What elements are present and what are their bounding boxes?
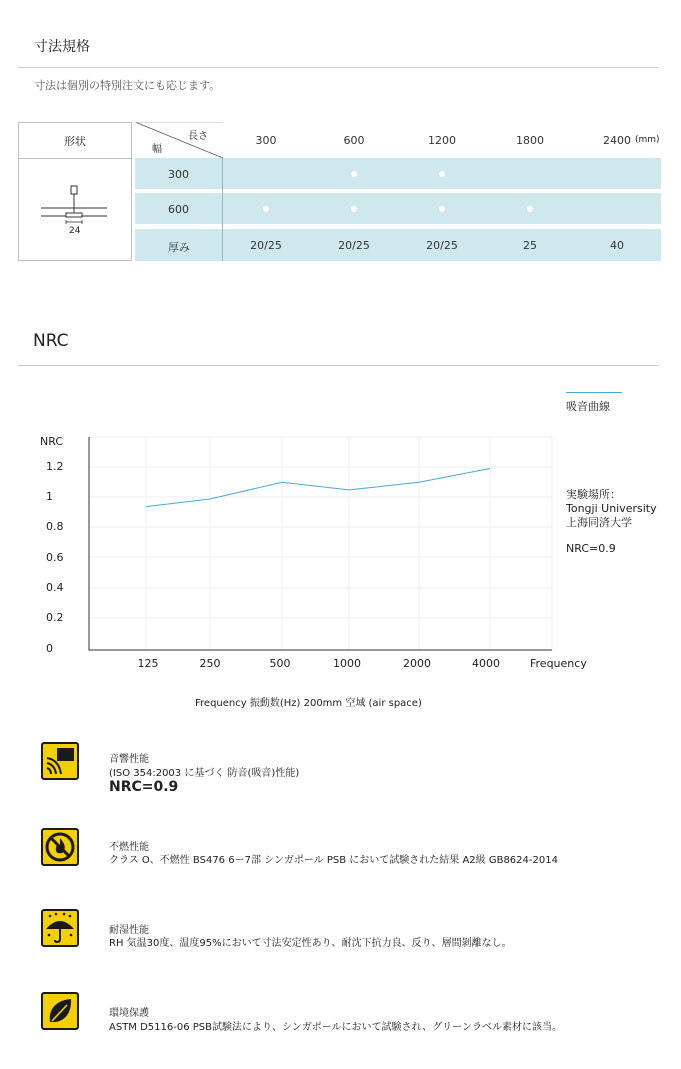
thickness-value: 40: [610, 239, 624, 252]
test-site-label: 実験場所：: [566, 488, 621, 501]
dimensions-title: 寸法規格: [34, 39, 90, 55]
shape-label: 形状: [19, 123, 131, 159]
length-label: 長さ: [188, 131, 208, 142]
thickness-value: 25: [523, 239, 537, 252]
y-tick-label: 1: [46, 490, 53, 503]
thickness-value: 20/25: [250, 239, 282, 252]
feature-title: 環境保護: [109, 1008, 149, 1019]
width-label: 幅: [152, 144, 162, 155]
x-axis-label: Frequency: [530, 657, 587, 670]
feature-desc: (ISO 354:2003 に基づく 防音(吸音)性能): [109, 768, 300, 779]
feature-title: 耐湿性能: [109, 925, 149, 936]
thickness-label: 厚み: [168, 241, 190, 254]
y-tick-label: 0.2: [46, 611, 64, 624]
leaf-icon: [41, 992, 79, 1030]
row-label: 300: [168, 168, 189, 181]
thickness-value: 20/25: [426, 239, 458, 252]
length-header: 1800: [516, 134, 544, 147]
length-header: 1200: [428, 134, 456, 147]
y-axis-label: NRC: [40, 435, 64, 448]
unit-label: (mm): [635, 135, 660, 145]
x-tick-label: 2000: [403, 657, 431, 670]
humidity-umbrella-icon: [41, 909, 79, 947]
feature-desc: クラス O、不燃性 BS476 6ー7部 シンガポール PSB において試験された結果 A2級 GB8624-2014: [109, 855, 558, 866]
row-label: 600: [168, 203, 189, 216]
legend-label: 吸音曲線: [566, 400, 610, 413]
test-site-en: Tongji University: [566, 502, 657, 515]
feature-desc: RH 気温30度、温度95%において寸法安定性あり、耐沈下抗力良、反り、層間剝離なし。: [109, 938, 512, 949]
chart-caption: Frequency 振動数(Hz) 200mm 空域 (air space): [195, 698, 422, 709]
feature-title: 不燃性能: [109, 842, 149, 853]
sound-absorption-icon: [41, 742, 79, 780]
x-tick-label: 1000: [333, 657, 361, 670]
y-tick-label: 0.4: [46, 581, 64, 594]
x-tick-label: 500: [269, 657, 291, 670]
series-line: [146, 469, 490, 507]
y-tick-label: 0.6: [46, 551, 64, 564]
length-header: 2400: [603, 134, 631, 147]
x-tick-label: 125: [137, 657, 159, 670]
nrc-title: NRC: [33, 331, 69, 351]
shape-dimension: 24: [69, 226, 81, 236]
length-header: 300: [255, 134, 277, 147]
nrc-value: NRC=0.9: [566, 542, 616, 555]
no-fire-icon: [41, 828, 79, 866]
length-header: 600: [343, 134, 365, 147]
x-tick-label: 250: [199, 657, 221, 670]
thickness-value: 20/25: [338, 239, 370, 252]
y-tick-label: 1.2: [46, 460, 64, 473]
x-tick-label: 4000: [472, 657, 500, 670]
y-tick-label: 0.8: [46, 520, 64, 533]
dimensions-note: 寸法は個別の特別注文にも応じます。: [34, 79, 221, 92]
feature-desc: ASTM D5116-06 PSB試験法により、シンガポールにおいて試験され、グリーンラベル素材に該当。: [109, 1022, 562, 1033]
y-tick-label: 0: [46, 642, 53, 655]
test-site-jp: 上海同済大学: [566, 516, 632, 529]
feature-title: 音響性能: [109, 754, 149, 765]
feature-highlight: NRC=0.9: [109, 779, 179, 795]
